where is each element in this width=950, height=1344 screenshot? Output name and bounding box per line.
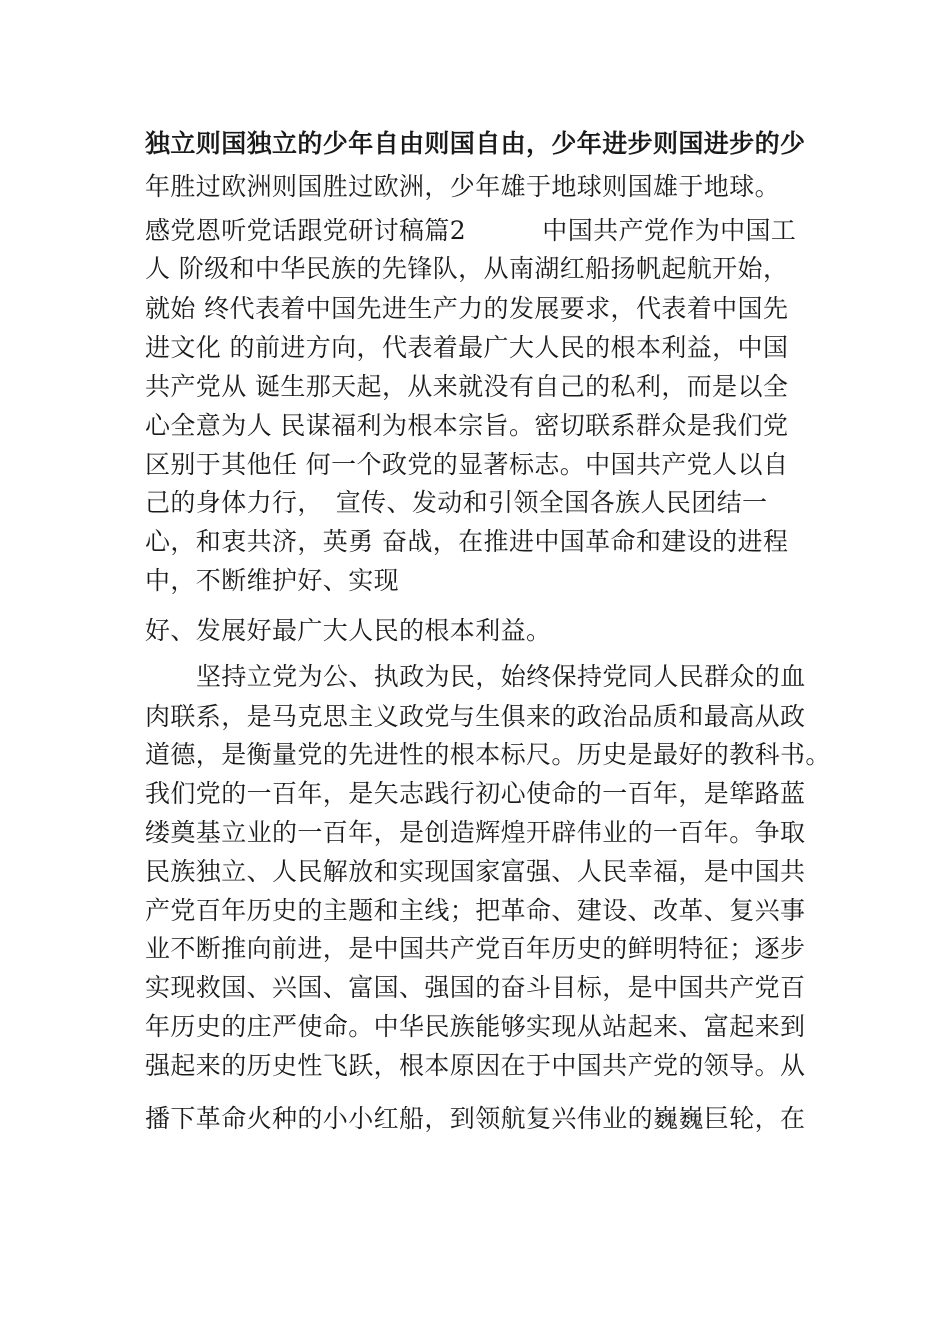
text-line: 实现救国、兴国、富国、强国的奋斗目标，是中国共产党百 bbox=[145, 973, 806, 1002]
text-line: 独立则国独立的少年自由则国自由，少年进步则国进步的少 bbox=[145, 129, 806, 158]
text-line: 坚持立党为公、执政为民，始终保持党同人民群众的血 bbox=[196, 662, 806, 691]
text-line: 肉联系，是马克思主义政党与生俱来的政治品质和最高从政 bbox=[145, 702, 806, 731]
text-line: 心，和衷共济，英勇 奋战，在推进中国革命和建设的进程 bbox=[145, 527, 789, 556]
text-line: 播下革命火种的小小红船，到领航复兴伟业的巍巍巨轮，在 bbox=[145, 1104, 806, 1133]
text-line: 强起来的历史性飞跃，根本原因在于中国共产党的领导。从 bbox=[145, 1051, 806, 1080]
text-line: 感党恩听党话跟党研讨稿篇2 中国共产党作为中国工 bbox=[145, 216, 797, 245]
text-line: 己的身体力行， 宣传、发动和引领全国各族人民团结一 bbox=[145, 488, 768, 517]
text-line: 民族独立、人民解放和实现国家富强、人民幸福，是中国共 bbox=[145, 857, 806, 886]
text-line: 年胜过欧洲则国胜过欧洲，少年雄于地球则国雄于地球。 bbox=[145, 172, 781, 201]
text-line: 共产党从 诞生那天起，从来就没有自己的私利，而是以全 bbox=[145, 372, 789, 401]
text-line: 区别于其他任 何一个政党的显著标志。中国共产党人以自 bbox=[145, 450, 789, 479]
text-line: 就始 终代表着中国先进生产力的发展要求，代表着中国先 bbox=[145, 294, 789, 323]
text-line: 人 阶级和中华民族的先锋队，从南湖红船扬帆起航开始， bbox=[145, 254, 789, 283]
text-line: 进文化 的前进方向，代表着最广大人民的根本利益，中国 bbox=[145, 333, 789, 362]
text-line: 心全意为人 民谋福利为根本宗旨。密切联系群众是我们党 bbox=[145, 411, 789, 440]
text-line: 中，不断维护好、实现 bbox=[145, 566, 400, 595]
text-line: 缕奠基立业的一百年，是创造辉煌开辟伟业的一百年。争取 bbox=[145, 818, 806, 847]
text-line: 产党百年历史的主题和主线；把革命、建设、改革、复兴事 bbox=[145, 896, 806, 925]
text-line: 我们党的一百年，是矢志践行初心使命的一百年，是筚路蓝 bbox=[145, 779, 806, 808]
text-line: 好、发展好最广大人民的根本利益。 bbox=[145, 616, 552, 645]
text-line: 业不断推向前进，是中国共产党百年历史的鲜明特征；逐步 bbox=[145, 934, 806, 963]
text-line: 年历史的庄严使命。中华民族能够实现从站起来、富起来到 bbox=[145, 1012, 806, 1041]
text-line: 道德，是衡量党的先进性的根本标尺。历史是最好的教科书。 bbox=[145, 740, 831, 769]
